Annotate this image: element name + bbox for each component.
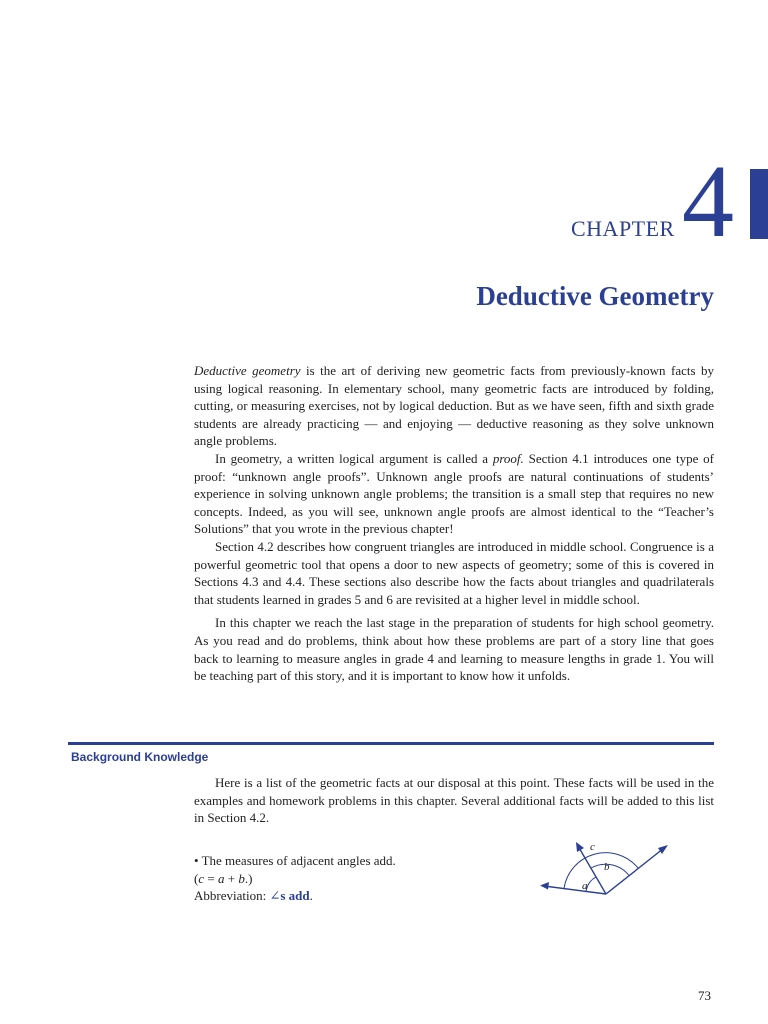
arc-b bbox=[591, 864, 629, 875]
angle-symbol: ∠ bbox=[269, 888, 281, 903]
intro-paragraph-2-text-a: In geometry, a written logical argument is called a bbox=[215, 450, 493, 466]
intro-paragraph-1 bbox=[194, 362, 714, 450]
page-number: 73 bbox=[698, 988, 711, 1003]
intro-text bbox=[194, 362, 714, 685]
section-heading: Background Knowledge bbox=[71, 750, 209, 764]
section-rule bbox=[68, 742, 714, 745]
eq-close: .) bbox=[244, 870, 253, 886]
label-a: a bbox=[582, 880, 588, 892]
abbr-bold: s add bbox=[280, 888, 310, 903]
eq-open: ( bbox=[194, 870, 199, 886]
ray-left bbox=[544, 886, 606, 894]
fact-statement bbox=[194, 852, 396, 870]
intro-paragraph-4: In this chapter we reach the last stage in the preparation of students for high school geometry. As you read and do problems, think about how these problems are part of a story line that goes back to learning to measure angles in grade 4 and learning to measure lengths in grade 1. You will be teaching part of this story, and it is important to know how it unfolds. bbox=[194, 615, 714, 684]
label-b: b bbox=[604, 861, 610, 873]
term-proof: proof. bbox=[492, 450, 524, 466]
chapter-label: CHAPTER bbox=[571, 216, 675, 241]
arrowhead-left bbox=[540, 882, 549, 890]
fact-abbreviation bbox=[194, 887, 396, 905]
fact-equation bbox=[194, 870, 396, 888]
eq-a: a bbox=[217, 870, 225, 886]
intro-paragraph-1-text: is the art of deriving new geometric facts from previously-known facts by using logical reasoning. In elementary school, many geometric facts are introduced by folding, cutting, or measuring exercises, not by logical deduction. But as we have seen, fifth and sixth grade students are already practicing — and enjoying — deductive reasoning as they solve unknown angle problems. bbox=[194, 363, 715, 449]
intro-paragraph-2-text-b: Section 4.1 introduces one type of proof: “unknown angle proofs”. Unknown angle proofs are natural continuations of students’ experience in solving unknown angle problems; the transition is a small step that requires no new concepts. Indeed, as you will see, unknown angle proofs are almost identical to the “Teacher’s Solutions” that you wrote in the previous chapter! bbox=[194, 450, 714, 537]
term-deductive-geometry: Deductive geometry bbox=[194, 363, 301, 378]
adjacent-angles-figure bbox=[536, 836, 676, 902]
fact-adjacent-angles bbox=[194, 852, 396, 905]
chapter-accent-bar bbox=[750, 169, 768, 239]
arc-a bbox=[586, 877, 596, 892]
chapter-title: Deductive Geometry bbox=[476, 281, 714, 311]
bullet: • bbox=[194, 853, 199, 868]
fact-text: The measures of adjacent angles add. bbox=[198, 853, 396, 868]
arrowhead-right bbox=[658, 845, 668, 854]
arc-c bbox=[564, 853, 638, 889]
eq-equals: = bbox=[204, 870, 218, 886]
background-paragraph: Here is a list of the geometric facts at our disposal at this point. These facts will be used in the examples and homework problems in this chapter. Several additional facts will be added to this list in Section 4.2. bbox=[194, 775, 714, 826]
ray-right bbox=[606, 848, 664, 894]
abbr-end: . bbox=[309, 888, 313, 903]
chapter-number: 4 bbox=[682, 144, 734, 259]
abbr-prefix: Abbreviation: bbox=[194, 888, 270, 903]
background-text bbox=[194, 774, 714, 827]
intro-paragraph-2 bbox=[194, 450, 714, 538]
eq-b: b bbox=[238, 870, 245, 886]
intro-paragraph-3: Section 4.2 describes how congruent triangles are introduced in middle school. Congruence is a powerful geometric tool that opens a door to new aspects of geometry; some of this is covered in Sections 4.3 and 4.4. These sections also describe how the facts about triangles and quadrilaterals that students learned in grades 5 and 6 are revisited at a higher level in middle school. bbox=[194, 538, 714, 607]
label-c: c bbox=[590, 841, 595, 853]
eq-c: c bbox=[198, 870, 205, 886]
eq-plus: + bbox=[224, 870, 239, 886]
